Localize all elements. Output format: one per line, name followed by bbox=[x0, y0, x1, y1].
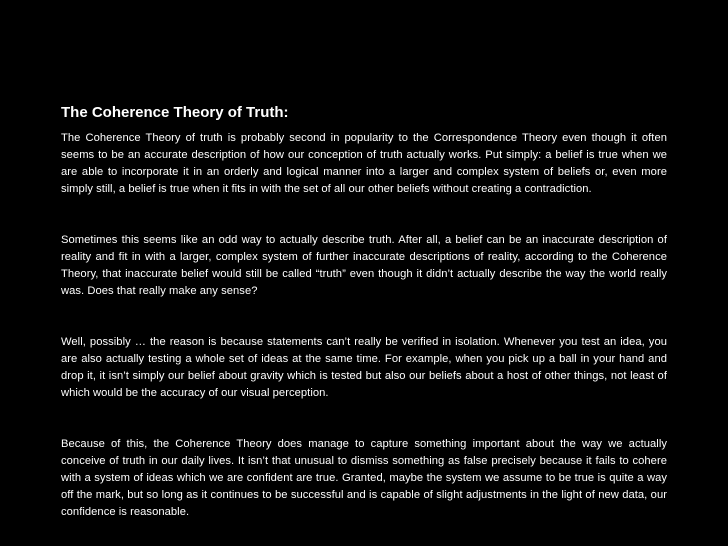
slide-title: The Coherence Theory of Truth: bbox=[61, 104, 289, 121]
paragraph-1: The Coherence Theory of truth is probably second in popularity to the Correspondence Theory even though it often seems to be an accurate description of how our conception of truth actually works. Put simply: a belief is true when we are able to incorporate it in an orderly and logical manner into a larger and complex system of beliefs or, even more simply still, a belief is true when it fits in with the set of all our other beliefs without creating a contradiction. bbox=[61, 132, 667, 195]
slide-content bbox=[61, 104, 667, 521]
paragraph-4: Because of this, the Coherence Theory does manage to capture something important about the way we actually conceive of truth in our daily lives. It isn’t that unusual to dismiss something as false precisely because it fails to cohere with a system of ideas which we are confident are true. Granted, maybe the system we assume to be true is quite a way off the mark, but so long as it continues to be successful and is capable of slight adjustments in the light of new data, our confidence is reasonable. bbox=[61, 438, 667, 518]
paragraph-3: Well, possibly … the reason is because statements can’t really be verified in isolation. Whenever you test an idea, you are also actually testing a whole set of ideas at the same time. For example, when you pick up a ball in your hand and drop it, it isn’t simply our belief about gravity which is tested but also our beliefs about a host of other things, not least of which would be the accuracy of our visual perception. bbox=[61, 336, 667, 399]
paragraph-2: Sometimes this seems like an odd way to actually describe truth. After all, a belief can be an inaccurate description of reality and fit in with a larger, complex system of further inaccurate descriptions of reality, according to the Coherence Theory, that inaccurate belief would still be called “truth” even though it didn’t actually describe the way the world really was. Does that really make any sense? bbox=[61, 234, 667, 297]
